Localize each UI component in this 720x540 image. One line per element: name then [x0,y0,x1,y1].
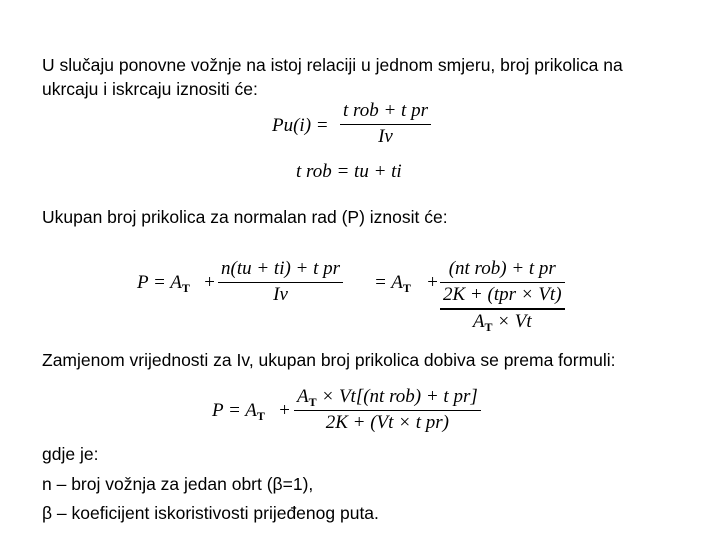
p1-frac2-denominator: $A_T \times Vt$ [472,310,532,334]
intro-line-1: U slučaju ponovne vožnje na istoj relaciji u jednom smjeru, broj prikolica na [42,55,623,75]
pu-denominator: Iv [378,126,393,148]
p2-lhs: $P = A_T$ [212,400,265,423]
p1-fraction-2 [440,258,565,333]
p1-fraction-1 [218,258,343,306]
p1-frac1-numerator: n(tu + ti) + t pr [221,258,341,279]
intro-line-2: ukrcaju i iskrcaju iznositi će: [42,79,258,99]
fraction-bar [294,410,481,411]
p1-frac2-middle: 2K + (tpr × Vt) [443,284,562,306]
p2-fraction [294,386,481,434]
total-heading: Ukupan broj prikolica za normalan rad (P) iznosit će: [42,207,448,227]
p2-plus: + [278,400,291,421]
p1-plus: + [203,272,216,293]
fraction-bar [440,308,565,309]
pu-numerator: t rob + t pr [343,100,428,121]
definition-n: n – broj vožnja za jedan obrt (β=1), [42,474,314,494]
fraction-bar [440,282,565,283]
pu-fraction [340,100,431,148]
substitution-heading: Zamjenom vrijednosti za Iv, ukupan broj prikolica dobiva se prema formuli: [42,350,616,370]
where-label: gdje je: [42,444,99,464]
fraction-bar [340,124,431,125]
p1-lhs: $P = A_T$ [137,272,190,295]
equation-trob: t rob = tu + ti [296,161,402,182]
p1-equals: = $A_T$ [374,272,411,295]
fraction-bar [218,282,343,283]
p2-denominator: 2K + (Vt × t pr) [325,412,450,434]
p1-frac2-numerator: (nt rob) + t pr [448,258,556,279]
pu-lhs: Pu(i) = [272,115,329,136]
p2-numerator: $A_T \times Vt[(nt$ rob) + t pr] [297,386,478,409]
definition-beta: β – koeficijent iskoristivosti prijeđenog puta. [42,503,379,523]
p1-plus-2: + [426,272,439,293]
p1-frac1-denominator: Iv [273,284,288,306]
